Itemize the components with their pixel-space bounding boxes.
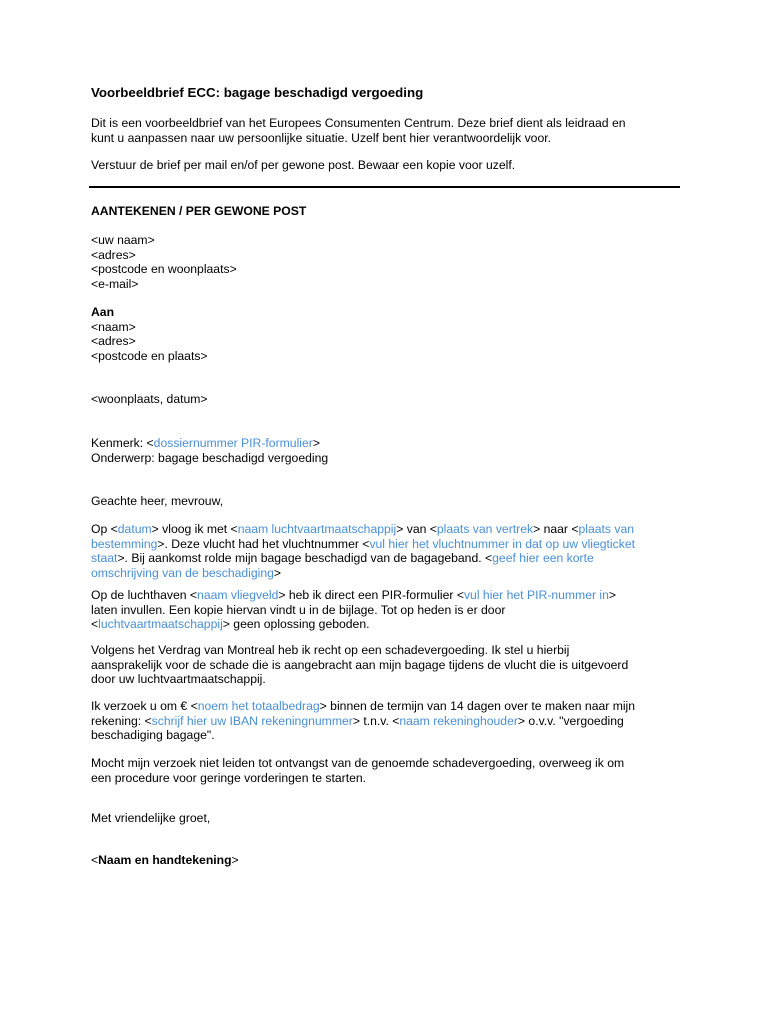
paragraph-line: Mocht mijn verzoek niet leiden tot ontvangst van de genoemde schadevergoeding, overweeg ik om xyxy=(91,756,625,770)
paragraph-line xyxy=(91,588,681,603)
placeholder-total-amount: noem het totaalbedrag xyxy=(197,699,320,713)
paragraph-line: aansprakelijk voor de schade die is aangebracht aan mijn bagage tijdens de vlucht die is uitgevoerd xyxy=(91,657,629,672)
reference-placeholder: dossiernummer PIR-formulier xyxy=(153,436,313,450)
text: > binnen de termijn van 14 dagen over te maken naar mijn xyxy=(319,699,636,713)
text: > naar < xyxy=(533,522,579,536)
placeholder-airline: luchtvaartmaatschappij xyxy=(98,617,223,632)
placeholder-destination: plaats van xyxy=(578,522,635,536)
paragraph-4 xyxy=(91,699,681,743)
text: > o.v.v. "vergoeding xyxy=(517,713,624,728)
paragraph-line: laten invullen. Een kopie hiervan vindt u in de bijlage. Tot op heden is er door xyxy=(91,602,506,617)
paragraph-line: Volgens het Verdrag van Montreal heb ik recht op een schadevergoeding. Ik stel u hierbij xyxy=(91,643,570,657)
reference-block xyxy=(91,436,681,465)
reference-label: Kenmerk: < xyxy=(91,436,154,450)
sender-email: <e-mail> xyxy=(91,276,139,291)
paragraph-line xyxy=(91,537,681,552)
paragraph-line xyxy=(91,714,681,729)
recipient-postcode: <postcode en plaats> xyxy=(91,348,208,363)
text: >. Deze vlucht had het vluchtnummer < xyxy=(157,536,370,551)
sender-address xyxy=(91,233,681,291)
paragraph-line xyxy=(91,566,681,581)
closing: Met vriendelijke groet, xyxy=(91,811,211,825)
placeholder-iban: schrijf hier uw IBAN rekeningnummer xyxy=(151,713,353,728)
text: > heb ik direct een PIR-formulier < xyxy=(278,588,464,602)
text: > van < xyxy=(396,522,437,536)
paragraph-line: beschadiging bagage". xyxy=(91,728,215,743)
subject-line: Onderwerp: bagage beschadigd vergoeding xyxy=(91,450,329,465)
text: > xyxy=(608,588,617,602)
text: > xyxy=(273,565,282,580)
sender-name: <uw naam> xyxy=(91,233,155,247)
reference-close: > xyxy=(312,436,320,450)
divider-line xyxy=(89,186,680,188)
reference-line xyxy=(91,436,681,451)
recipient-address-line: <adres> xyxy=(91,334,136,349)
placeholder-date: datum xyxy=(117,522,152,536)
placeholder-damage-description: geef hier een korte xyxy=(492,551,594,566)
signature-placeholder: Naam en handtekening xyxy=(98,853,232,867)
paragraph-line: door uw luchtvaartmaatschappij. xyxy=(91,672,266,687)
text: > geen oplossing geboden. xyxy=(222,617,370,632)
send-note: Verstuur de brief per mail en/of per gewone post. Bewaar een kopie voor uzelf. xyxy=(91,158,516,172)
salutation: Geachte heer, mevrouw, xyxy=(91,494,224,508)
recipient-heading: Aan xyxy=(91,305,115,319)
intro-line: Dit is een voorbeeldbrief van het Europees Consumenten Centrum. Deze brief dient als leidraad en xyxy=(91,116,626,130)
intro-line: kunt u aanpassen naar uw persoonlijke situatie. Uzelf bent hier verantwoordelijk voor. xyxy=(91,130,552,145)
sender-address-line: <adres> xyxy=(91,247,136,262)
text: rekening: < xyxy=(91,713,152,728)
document-title: Voorbeeldbrief ECC: bagage beschadigd vergoeding xyxy=(91,85,424,100)
signature xyxy=(91,853,681,868)
text: Ik verzoek u om € < xyxy=(91,699,198,713)
intro-paragraph xyxy=(91,116,681,145)
paragraph-line xyxy=(91,522,681,537)
shipping-heading: AANTEKENEN / PER GEWONE POST xyxy=(91,204,307,218)
text: > vloog ik met < xyxy=(151,522,238,536)
text: Op de luchthaven < xyxy=(91,588,198,602)
placeholder-airport: naam vliegveld xyxy=(197,588,279,602)
paragraph-3 xyxy=(91,643,681,687)
placeholder-account-holder: naam rekeninghouder xyxy=(399,713,518,728)
text: > t.n.v. < xyxy=(352,713,400,728)
placeholder-flight-number: staat xyxy=(91,551,118,566)
text: < xyxy=(91,853,99,867)
paragraph-line: een procedure voor geringe vorderingen te starten. xyxy=(91,770,367,785)
recipient-name: <naam> xyxy=(91,319,136,334)
sender-postcode: <postcode en woonplaats> xyxy=(91,262,237,277)
paragraph-2 xyxy=(91,588,681,632)
placeholder-flight-number: vul hier het vluchtnummer in dat op uw vliegticket xyxy=(369,536,635,551)
paragraph-line xyxy=(91,551,681,566)
paragraph-line xyxy=(91,617,681,632)
placeholder-damage-description: omschrijving van de beschadiging xyxy=(91,565,274,580)
recipient-address xyxy=(91,305,681,363)
paragraph-line xyxy=(91,699,681,714)
placeholder-destination: bestemming xyxy=(91,536,158,551)
paragraph-1 xyxy=(91,522,681,580)
text: < xyxy=(91,617,99,632)
place-date: <woonplaats, datum> xyxy=(91,392,208,406)
paragraph-5 xyxy=(91,756,681,785)
placeholder-airline: naam luchtvaartmaatschappij xyxy=(237,522,397,536)
text: > xyxy=(231,853,239,867)
text: >. Bij aankomst rolde mijn bagage beschadigd van de bagageband. < xyxy=(117,551,493,566)
placeholder-departure: plaats van vertrek xyxy=(436,522,534,536)
placeholder-pir-number: vul hier het PIR-nummer in xyxy=(463,588,609,602)
text: Op < xyxy=(91,522,118,536)
